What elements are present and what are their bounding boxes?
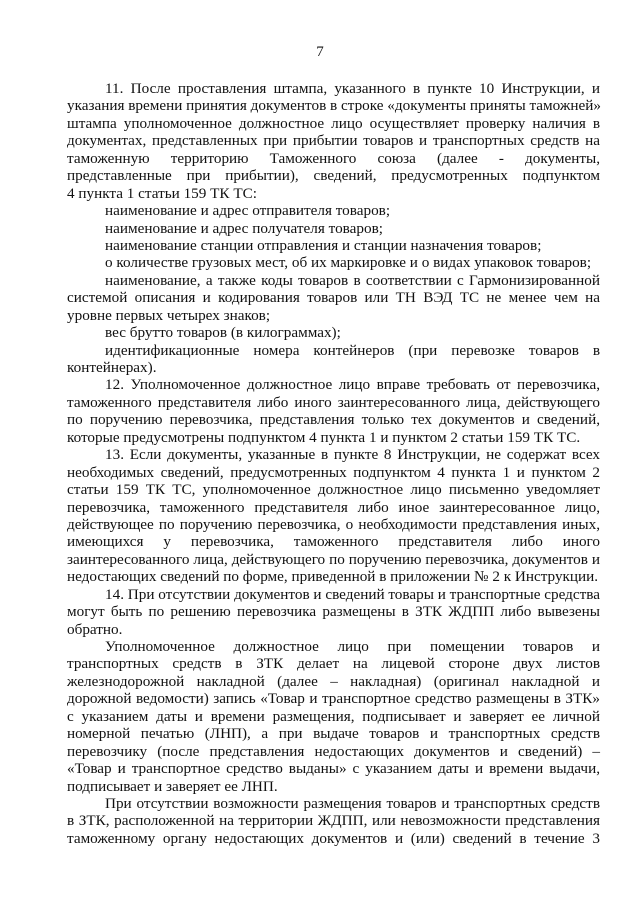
paragraph	[67, 342, 600, 377]
paragraph	[67, 80, 600, 202]
text-line: имеющихся у перевозчика, таможенного представителя либо иного	[67, 533, 600, 551]
text-line: 13. Если документы, указанные в пункте 8 Инструкции, не содержат всех	[105, 446, 600, 464]
text-line: обратно.	[67, 620, 123, 638]
paragraph	[67, 376, 600, 446]
text-line: железнодорожной накладной (далее – накладная) (оригинал накладной и	[67, 672, 600, 690]
text-line: При отсутствии возможности размещения товаров и транспортных средств	[105, 794, 600, 812]
text-line: по поручению перевозчика, представления только тех документов и сведений,	[67, 411, 600, 429]
paragraph	[67, 272, 600, 324]
paragraph	[67, 220, 600, 237]
paragraph	[67, 795, 600, 847]
text-line: дорожной ведомости) запись «Товар и транспортное средство размещены в ЗТК»	[67, 690, 600, 708]
text-line: вес брутто товаров (в килограммах);	[105, 324, 341, 342]
text-line: 12. Уполномоченное должностное лицо вправе требовать от перевозчика,	[105, 376, 600, 394]
text-line: недостающих сведений по форме, приведенной в приложении № 2 к Инструкции.	[67, 568, 599, 586]
document-body	[67, 80, 600, 847]
paragraph	[67, 254, 600, 271]
paragraph	[67, 586, 600, 638]
text-line: подписывает и заверяет ее ЛНП.	[67, 777, 278, 795]
page-number: 7	[316, 44, 324, 60]
text-line: которые предусмотрены подпунктом 4 пункта 1 и пунктом 2 статьи 159 ТК ТС.	[67, 428, 581, 446]
text-line: представленные при прибытии), сведений, предусмотренных подпунктом	[67, 167, 600, 185]
paragraph	[67, 446, 600, 586]
text-line: необходимых сведений, предусмотренных подпунктом 4 пункта 1 и пунктом 2	[67, 463, 600, 481]
text-line: с указанием даты и времени размещения, подписывает и заверяет ее личной	[67, 707, 600, 725]
text-line: идентификационные номера контейнеров (при перевозке товаров в	[105, 341, 600, 359]
text-line: в ЗТК, расположенной на территории ЖДПП, или невозможности представления	[67, 812, 600, 830]
text-line: могут быть по решению перевозчика размещены в ЗТК ЖДПП либо вывезены	[67, 603, 600, 621]
text-line: наименование станции отправления и станции назначения товаров;	[105, 236, 542, 254]
text-line: о количестве грузовых мест, об их маркировке и о видах упаковок товаров;	[105, 254, 592, 272]
text-line: перевозчика, таможенного представителя либо иное заинтересованное лицо,	[67, 498, 600, 516]
text-line: наименование и адрес получателя товаров;	[105, 219, 383, 237]
text-line: статьи 159 ТК ТС, уполномоченное должностное лицо письменно уведомляет	[67, 481, 600, 499]
text-line: указания времени принятия документов в строке «документы приняты таможней»	[67, 97, 601, 115]
text-line: системой описания и кодирования товаров или ТН ВЭД ТС не менее чем на	[67, 289, 600, 307]
text-line: номерной печатью (ЛНП), а при выдаче товаров и транспортных средств	[67, 725, 600, 743]
paragraph	[67, 202, 600, 219]
text-line: 4 пункта 1 статьи 159 ТК ТС:	[67, 184, 257, 202]
text-line: 11. После проставления штампа, указанного в пункте 10 Инструкции, и	[105, 80, 600, 97]
text-line: действующее по поручению перевозчика, о необходимости представления иных,	[67, 515, 600, 533]
text-line: наименование и адрес отправителя товаров;	[105, 202, 391, 220]
text-line: таможенному органу недостающих документов и (или) сведений в течение 3	[67, 829, 600, 847]
text-line: перевозчику (после представления недостающих документов и сведений) –	[67, 742, 600, 760]
text-line: штампа уполномоченное должностное лицо осуществляет проверку наличия в	[67, 114, 600, 132]
text-line: 14. При отсутствии документов и сведений товары и транспортные средства	[105, 585, 600, 603]
text-line: документах, представленных при прибытии товаров и транспортных средств на	[67, 132, 600, 150]
text-line: таможенного представителя либо иного заинтересованного лица, действующего	[67, 393, 600, 411]
text-line: «Товар и транспортное средство выданы» с указанием даты и времени выдачи,	[67, 760, 600, 778]
text-line: таможенную территорию Таможенного союза (далее - документы,	[67, 149, 600, 167]
text-line: контейнерах).	[67, 359, 157, 376]
text-line: Уполномоченное должностное лицо при помещении товаров и	[105, 638, 600, 655]
paragraph	[67, 237, 600, 254]
text-line: наименование, а также коды товаров в соответствии с Гармонизированной	[105, 271, 600, 289]
text-line: уровне первых четырех знаков;	[67, 306, 271, 324]
paragraph	[67, 324, 600, 341]
text-line: заинтересованного лица, действующего по поручению перевозчика, документов и	[67, 550, 600, 568]
text-line: транспортных средств в ЗТК делает на лицевой стороне двух листов	[67, 655, 600, 673]
paragraph	[67, 638, 600, 795]
